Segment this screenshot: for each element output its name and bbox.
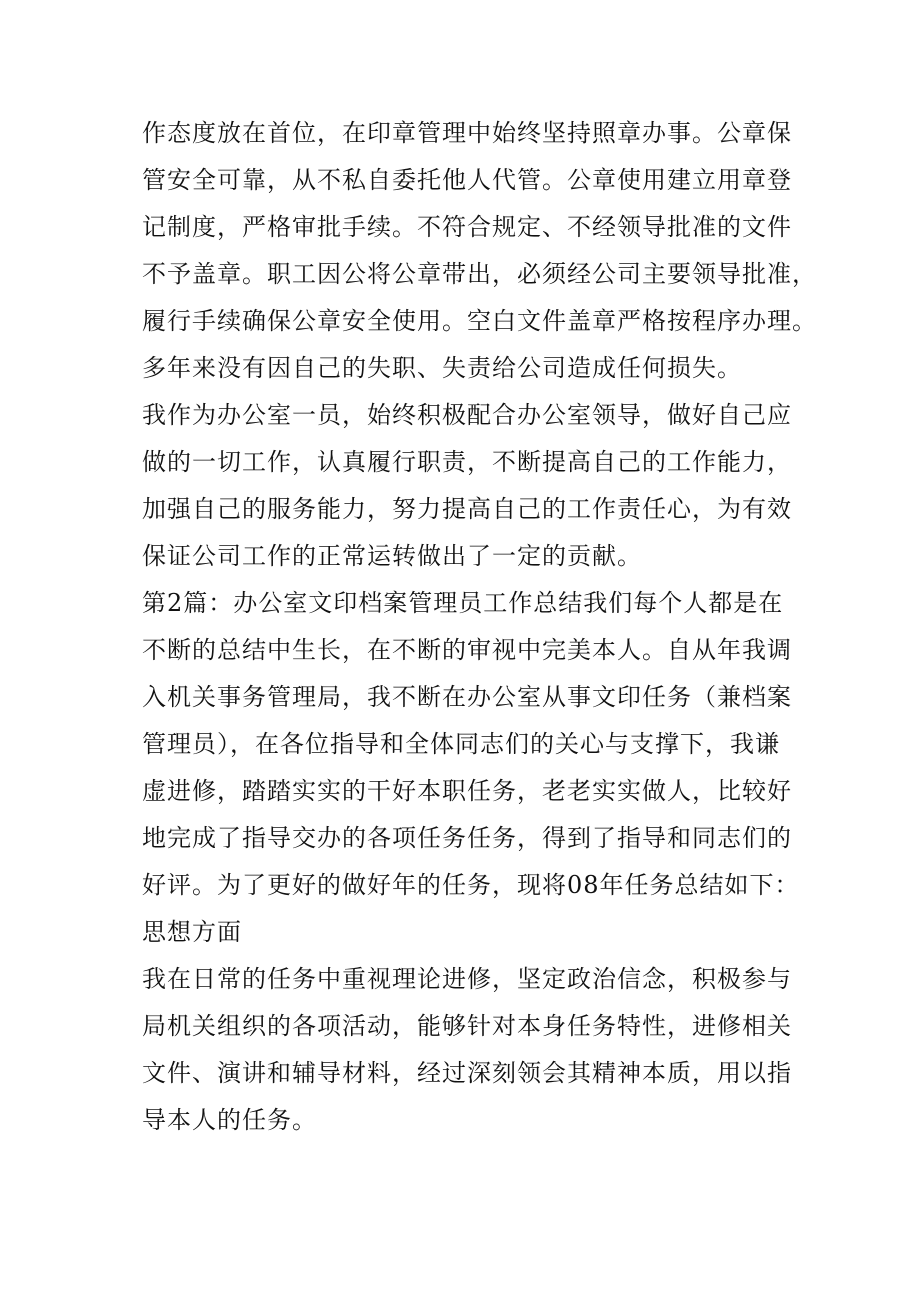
text-line: 局机关组织的各项活动，能够针对本身任务特性，进修相关 — [142, 1012, 792, 1040]
text-line: 管安全可靠，从不私自委托他人代管。公章使用建立用章登 — [142, 166, 792, 194]
text-line: 记制度，严格审批手续。不符合规定、不经领导批准的文件 — [142, 213, 792, 241]
document-body — [142, 110, 817, 1144]
text-line: 地完成了指导交办的各项任务任务，得到了指导和同志们的 — [142, 824, 792, 852]
text-line: 文件、演讲和辅导材料，经过深刻领会其精神本质，用以指 — [142, 1059, 792, 1087]
subheading-line: 思想方面 — [142, 918, 242, 946]
text-line: 加强自己的服务能力，努力提高自己的工作责任心，为有效 — [142, 495, 792, 523]
text-line: 我作为办公室一员，始终积极配合办公室领导，做好自己应 — [142, 401, 792, 429]
text-line: 多年来没有因自己的失职、失责给公司造成任何损失。 — [142, 354, 742, 382]
text-line: 我在日常的任务中重视理论进修，坚定政治信念，积极参与 — [142, 965, 792, 993]
text-line: 保证公司工作的正常运转做出了一定的贡献。 — [142, 542, 642, 570]
text-line: 不断的总结中生长，在不断的审视中完美本人。自从年我调 — [142, 636, 792, 664]
text-line: 导本人的任务。 — [142, 1106, 317, 1134]
text-line: 虚进修，踏踏实实的干好本职任务，老老实实做人，比较好 — [142, 777, 792, 805]
section-heading-line: 第2篇：办公室文印档案管理员工作总结我们每个人都是在 — [142, 589, 784, 617]
text-line: 做的一切工作，认真履行职责，不断提高自己的工作能力， — [142, 448, 792, 476]
text-line: 履行手续确保公章安全使用。空白文件盖章严格按程序办理。 — [142, 307, 817, 335]
text-line: 不予盖章。职工因公将公章带出，必须经公司主要领导批准， — [142, 260, 817, 288]
text-line: 入机关事务管理局，我不断在办公室从事文印任务（兼档案 — [142, 683, 792, 711]
text-line: 作态度放在首位，在印章管理中始终坚持照章办事。公章保 — [142, 119, 792, 147]
text-line: 管理员），在各位指导和全体同志们的关心与支撑下，我谦 — [142, 730, 780, 758]
text-line: 好评。为了更好的做好年的任务，现将08年任务总结如下： — [142, 871, 800, 899]
